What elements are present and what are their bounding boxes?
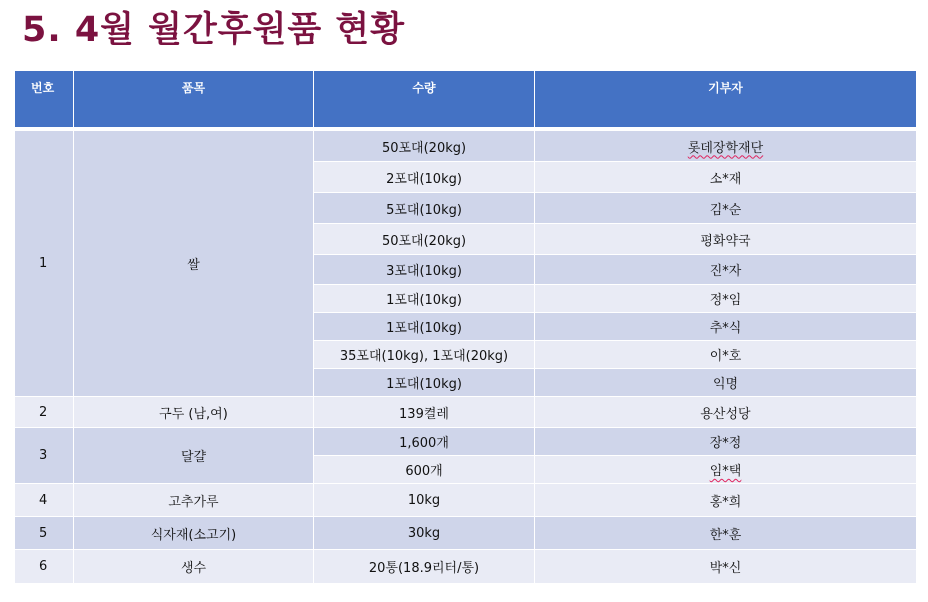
quantity-cell: 3포대(10kg) — [314, 255, 535, 285]
header-row — [15, 71, 917, 128]
item-number: 6 — [15, 550, 74, 584]
donor-name: 진*자 — [709, 264, 742, 279]
donor-name: 롯데장학재단 — [687, 140, 764, 156]
table-row — [15, 517, 917, 550]
donor-cell — [535, 313, 917, 341]
donor-cell — [535, 341, 917, 369]
item-name: 고추가루 — [74, 484, 314, 517]
quantity-cell: 1포대(10kg) — [314, 285, 535, 313]
donor-cell — [535, 224, 917, 255]
quantity-cell: 1포대(10kg) — [314, 369, 535, 397]
table-row — [15, 484, 917, 517]
donor-name: 홍*희 — [709, 494, 742, 510]
quantity-cell: 1포대(10kg) — [314, 313, 535, 341]
item-number: 5 — [15, 517, 74, 550]
quantity-cell: 20통(18.9리터/통) — [314, 550, 535, 584]
header-item: 품목 — [74, 71, 314, 128]
item-number: 4 — [15, 484, 74, 517]
header-no: 번호 — [15, 71, 74, 128]
donor-name: 장*정 — [709, 436, 742, 451]
donor-cell — [535, 255, 917, 285]
quantity-cell: 600개 — [314, 456, 535, 484]
donor-cell — [535, 484, 917, 517]
header-donor: 기부자 — [535, 71, 917, 128]
table-row — [15, 131, 917, 162]
donor-name: 한*훈 — [709, 527, 742, 543]
donor-name: 익명 — [712, 377, 739, 392]
quantity-cell: 50포대(20kg) — [314, 131, 535, 162]
donor-name: 추*식 — [709, 321, 742, 336]
item-name: 구두 (남,여) — [74, 397, 314, 428]
donor-cell — [535, 285, 917, 313]
donor-cell — [535, 369, 917, 397]
quantity-cell: 10kg — [314, 484, 535, 517]
item-number: 2 — [15, 397, 74, 428]
quantity-cell: 35포대(10kg), 1포대(20kg) — [314, 341, 535, 369]
item-name: 생수 — [74, 550, 314, 584]
donor-cell — [535, 162, 917, 193]
donation-table — [14, 70, 917, 584]
donor-name: 박*신 — [709, 561, 742, 576]
table-row — [15, 550, 917, 584]
quantity-cell: 5포대(10kg) — [314, 193, 535, 224]
item-number: 3 — [15, 428, 74, 484]
donor-cell — [535, 456, 917, 484]
item-number: 1 — [15, 131, 74, 397]
donor-cell — [535, 193, 917, 224]
donor-name: 임*택 — [709, 464, 742, 479]
donor-cell — [535, 428, 917, 456]
table-row — [15, 428, 917, 456]
item-name: 쌀 — [74, 131, 314, 397]
quantity-cell: 2포대(10kg) — [314, 162, 535, 193]
quantity-cell: 1,600개 — [314, 428, 535, 456]
table-row — [15, 397, 917, 428]
donor-name: 이*호 — [709, 349, 742, 364]
item-name: 식자재(소고기) — [74, 517, 314, 550]
page-title: 5. 4월 월간후원품 현황 — [22, 10, 406, 50]
quantity-cell: 50포대(20kg) — [314, 224, 535, 255]
quantity-cell: 139켤레 — [314, 397, 535, 428]
donor-cell — [535, 517, 917, 550]
header-qty: 수량 — [314, 71, 535, 128]
quantity-cell: 30kg — [314, 517, 535, 550]
donor-cell — [535, 397, 917, 428]
donor-name: 김*순 — [709, 202, 742, 218]
donor-name: 정*임 — [709, 293, 742, 308]
donor-cell — [535, 550, 917, 584]
item-name: 달걀 — [74, 428, 314, 484]
donor-name: 평화약국 — [700, 233, 751, 249]
donor-name: 소*재 — [709, 171, 742, 187]
donor-cell — [535, 131, 917, 162]
donor-name: 용산성당 — [700, 406, 751, 422]
